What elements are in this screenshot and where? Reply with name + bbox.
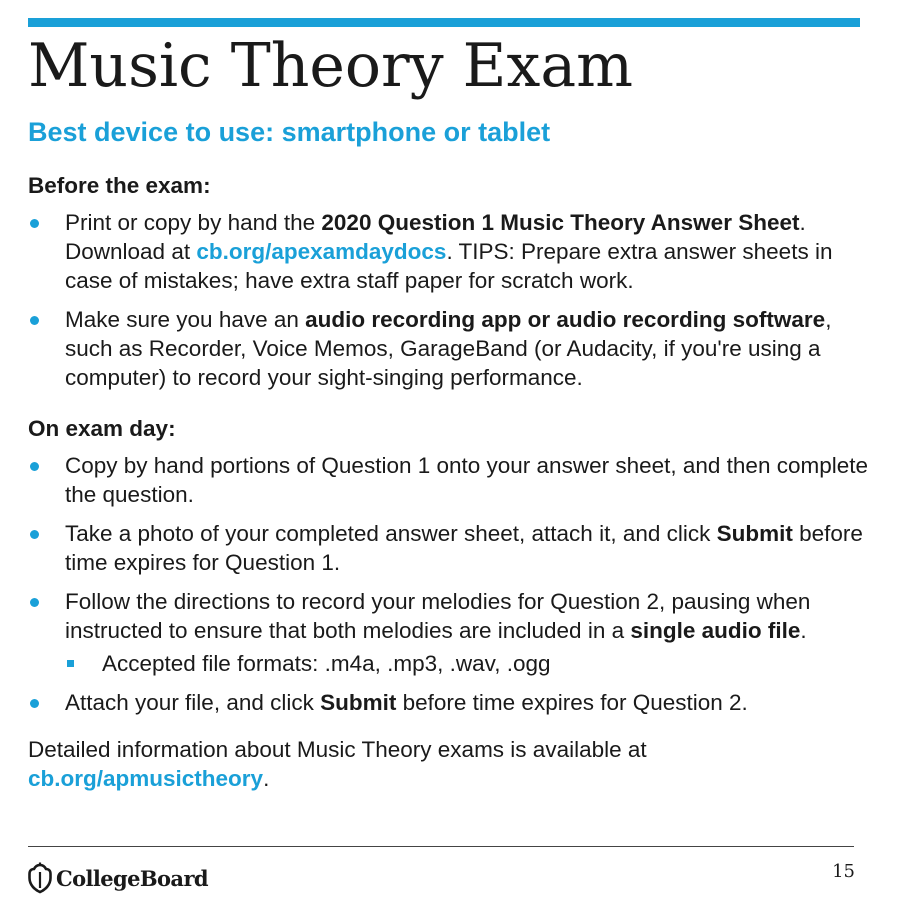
file-formats-sublist xyxy=(65,649,868,678)
sub-list-item: Accepted file formats: .m4a, .mp3, .wav, .ogg xyxy=(65,649,868,678)
list-item: Copy by hand portions of Question 1 onto your answer sheet, and then complete the question. xyxy=(28,451,868,509)
brand-name: CollegeBoard xyxy=(56,865,208,891)
answer-sheet-name: 2020 Question 1 Music Theory Answer Sheet xyxy=(321,210,800,235)
list-item: Attach your file, and click Submit before time expires for Question 2. xyxy=(28,688,868,717)
apexamdaydocs-link[interactable]: cb.org/apexamdaydocs xyxy=(196,239,447,264)
page-subtitle: Best device to use: smartphone or tablet xyxy=(28,117,551,147)
before-exam-heading: Before the exam: xyxy=(28,173,211,198)
detailed-info-paragraph: Detailed information about Music Theory exams is available at cb.org/apmusictheory. xyxy=(28,737,647,791)
exam-day-list xyxy=(28,451,868,717)
collegeboard-logo xyxy=(28,862,208,894)
list-item: Print or copy by hand the 2020 Question 1 Music Theory Answer Sheet. Download at cb.org/apexamdaydocs. TIPS: Prepare extra answer sheets in case of mistakes; have extra staff paper for scratch work. xyxy=(28,208,868,295)
bullet-dot-icon xyxy=(30,316,39,325)
top-accent-bar xyxy=(28,18,860,27)
main-content xyxy=(28,171,868,793)
bullet-dot-icon xyxy=(30,462,39,471)
apmusictheory-link[interactable]: cb.org/apmusictheory xyxy=(28,766,264,791)
page-number: 15 xyxy=(832,861,855,882)
bullet-dot-icon xyxy=(30,598,39,607)
exam-day-heading: On exam day: xyxy=(28,416,176,441)
acorn-shield-icon xyxy=(28,862,52,894)
list-item: Take a photo of your completed answer sheet, attach it, and click Submit before time expires for Question 1. xyxy=(28,519,868,577)
bullet-dot-icon xyxy=(30,530,39,539)
bullet-dot-icon xyxy=(30,699,39,708)
list-item: Follow the directions to record your melodies for Question 2, pausing when instructed to ensure that both melodies are included in a single audio file. Accepted file formats: .m4a, .mp3, .wav, .ogg xyxy=(28,587,868,678)
page-title: Music Theory Exam xyxy=(28,31,633,101)
before-exam-list xyxy=(28,208,868,392)
list-item: Make sure you have an audio recording app or audio recording software, such as Recorder, Voice Memos, GarageBand (or Audacity, if you're using a computer) to record your sight-singing performance. xyxy=(28,305,868,392)
bullet-dot-icon xyxy=(30,219,39,228)
square-bullet-icon xyxy=(67,660,74,667)
footer-divider xyxy=(28,846,854,847)
